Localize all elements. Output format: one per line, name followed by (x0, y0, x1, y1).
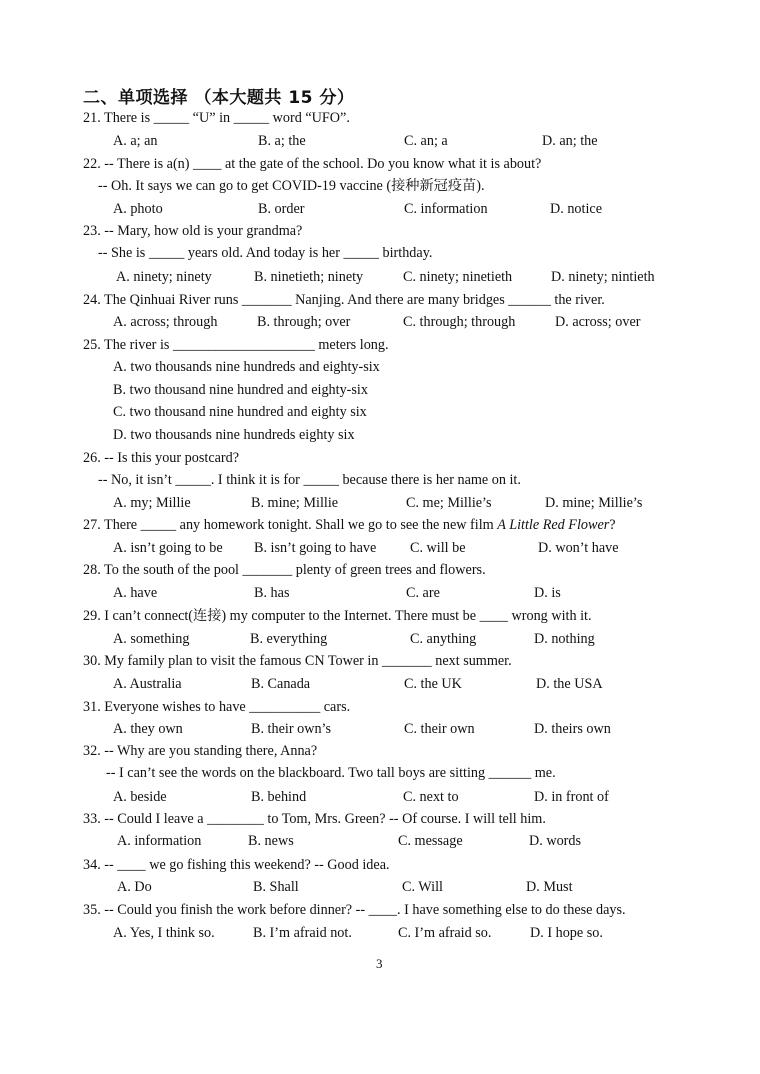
question-34-options (0, 876, 760, 898)
question-22-dialogue (0, 175, 760, 197)
option-d: D. theirs own (534, 721, 611, 737)
option-c: C. are (406, 585, 440, 601)
question-35-stem (0, 899, 760, 921)
question-25-option-b (0, 379, 760, 401)
question-stem-text: 22. -- There is a(n) ____ at the gate of the school. Do you know what it is about? (83, 156, 542, 172)
option-d: D. I hope so. (530, 925, 603, 941)
option-c: C. anything (410, 631, 477, 647)
question-27-options (0, 537, 760, 559)
option-a: A. a; an (113, 133, 158, 149)
option-a: A. two thousands nine hundreds and eighty-six (113, 359, 380, 375)
option-d: D. words (529, 833, 582, 849)
option-c: C. next to (403, 789, 459, 805)
question-31-options (0, 718, 760, 740)
option-b: B. two thousand nine hundred and eighty-six (113, 382, 368, 398)
option-c: C. Will (402, 879, 443, 895)
option-d: D. Must (526, 879, 573, 895)
option-c: C. their own (404, 721, 475, 737)
question-stem-text (83, 514, 616, 536)
question-35-options (0, 922, 760, 944)
option-d: D. in front of (534, 789, 609, 805)
option-b: B. has (254, 585, 290, 601)
question-stem-text: 31. Everyone wishes to have __________ cars. (83, 699, 351, 715)
question-25-option-a (0, 356, 760, 378)
option-d: D. an; the (542, 133, 598, 149)
question-25-stem (0, 334, 760, 356)
option-b: B. behind (251, 789, 307, 805)
question-31-stem (0, 696, 760, 718)
question-32-stem (0, 740, 760, 762)
option-a: A. isn’t going to be (113, 540, 223, 556)
question-stem-text: 23. -- Mary, how old is your grandma? (83, 223, 303, 239)
question-22-stem (0, 153, 760, 175)
stem-text-main: 27. There _____ any homework tonight. Shall we go to see the new film (83, 517, 498, 533)
option-c: C. ninety; ninetieth (403, 269, 513, 285)
question-24-options (0, 311, 760, 333)
question-25-option-d (0, 424, 760, 446)
option-b: B. I’m afraid not. (253, 925, 352, 941)
question-stem-text: 25. The river is ____________________ meters long. (83, 337, 389, 353)
question-32-dialogue (0, 762, 760, 784)
option-c: C. two thousand nine hundred and eighty six (113, 404, 367, 420)
option-c: C. through; through (403, 314, 516, 330)
question-28-stem (0, 559, 760, 581)
section-title: 二、单项选择 （本大题共 15 分） (83, 88, 355, 108)
question-23-options (0, 266, 760, 288)
question-26-dialogue (0, 469, 760, 491)
question-stem-text: -- No, it isn’t _____. I think it is for _____ because there is her name on it. (98, 472, 521, 488)
option-a: A. information (117, 833, 202, 849)
question-stem-text: 26. -- Is this your postcard? (83, 450, 240, 466)
question-29-stem (0, 605, 760, 627)
question-stem-text: -- She is _____ years old. And today is her _____ birthday. (98, 245, 433, 261)
question-26-stem (0, 447, 760, 469)
option-b: B. news (248, 833, 294, 849)
question-34-stem (0, 854, 760, 876)
question-21-stem (0, 107, 760, 129)
option-c: C. an; a (404, 133, 448, 149)
page-number: 3 (376, 956, 383, 971)
option-d: D. mine; Millie’s (545, 495, 643, 511)
question-29-options (0, 628, 760, 650)
option-a: A. something (113, 631, 190, 647)
question-24-stem (0, 289, 760, 311)
option-a: A. have (113, 585, 158, 601)
question-21-options (0, 130, 760, 152)
question-27-stem (0, 514, 760, 536)
option-d: D. two thousands nine hundreds eighty six (113, 427, 355, 443)
option-d: D. notice (550, 201, 603, 217)
option-b: B. Canada (251, 676, 311, 692)
question-stem-text: -- I can’t see the words on the blackboard. Two tall boys are sitting ______ me. (106, 765, 556, 781)
option-d: D. across; over (555, 314, 641, 330)
option-b: B. order (258, 201, 305, 217)
question-33-options (0, 830, 760, 852)
question-stem-text: 33. -- Could I leave a ________ to Tom, Mrs. Green? -- Of course. I will tell him. (83, 811, 546, 827)
option-b: B. through; over (257, 314, 351, 330)
option-a: A. they own (113, 721, 183, 737)
stem-text-end: ? (609, 517, 616, 533)
question-stem-text: 35. -- Could you finish the work before dinner? -- ____. I have something else to do these days. (83, 902, 626, 918)
option-a: A. photo (113, 201, 163, 217)
option-c: C. message (398, 833, 463, 849)
question-32-options (0, 786, 760, 808)
option-b: B. isn’t going to have (254, 540, 377, 556)
question-33-stem (0, 808, 760, 830)
option-c: C. information (404, 201, 488, 217)
option-a: A. across; through (113, 314, 218, 330)
option-a: A. Do (117, 879, 152, 895)
question-23-dialogue (0, 242, 760, 264)
option-a: A. Yes, I think so. (113, 925, 215, 941)
question-23-stem (0, 220, 760, 242)
option-a: A. Australia (113, 676, 182, 692)
question-stem-text: 24. The Qinhuai River runs _______ Nanjing. And there are many bridges ______ the river. (83, 292, 605, 308)
question-stem-text: 32. -- Why are you standing there, Anna? (83, 743, 318, 759)
option-d: D. is (534, 585, 561, 601)
option-d: D. nothing (534, 631, 595, 647)
option-c: C. will be (410, 540, 466, 556)
question-26-options (0, 492, 760, 514)
option-d: D. ninety; nintieth (551, 269, 655, 285)
question-28-options (0, 582, 760, 604)
option-b: B. a; the (258, 133, 306, 149)
question-stem-text: 29. I can’t connect(连接) my computer to the Internet. There must be ____ wrong with it. (83, 608, 592, 624)
option-a: A. my; Millie (113, 495, 191, 511)
film-title: A Little Red Flower (497, 517, 610, 533)
question-stem-text: -- Oh. It says we can go to get COVID-19 vaccine (接种新冠疫苗). (98, 178, 485, 194)
option-d: D. the USA (536, 676, 603, 692)
option-c: C. the UK (404, 676, 462, 692)
question-30-stem (0, 650, 760, 672)
question-stem-text: 30. My family plan to visit the famous CN Tower in _______ next summer. (83, 653, 512, 669)
option-b: B. Shall (253, 879, 299, 895)
option-d: D. won’t have (538, 540, 619, 556)
option-c: C. me; Millie’s (406, 495, 492, 511)
question-30-options (0, 673, 760, 695)
option-a: A. ninety; ninety (116, 269, 212, 285)
question-25-option-c (0, 401, 760, 423)
option-b: B. their own’s (251, 721, 331, 737)
question-stem-text: 28. To the south of the pool _______ plenty of green trees and flowers. (83, 562, 486, 578)
option-b: B. everything (250, 631, 328, 647)
question-stem-text: 34. -- ____ we go fishing this weekend? -- Good idea. (83, 857, 390, 873)
question-22-options (0, 198, 760, 220)
option-a: A. beside (113, 789, 167, 805)
option-b: B. ninetieth; ninety (254, 269, 364, 285)
option-c: C. I’m afraid so. (398, 925, 492, 941)
question-stem-text: 21. There is _____ “U” in _____ word “UFO”. (83, 110, 350, 126)
option-b: B. mine; Millie (251, 495, 339, 511)
